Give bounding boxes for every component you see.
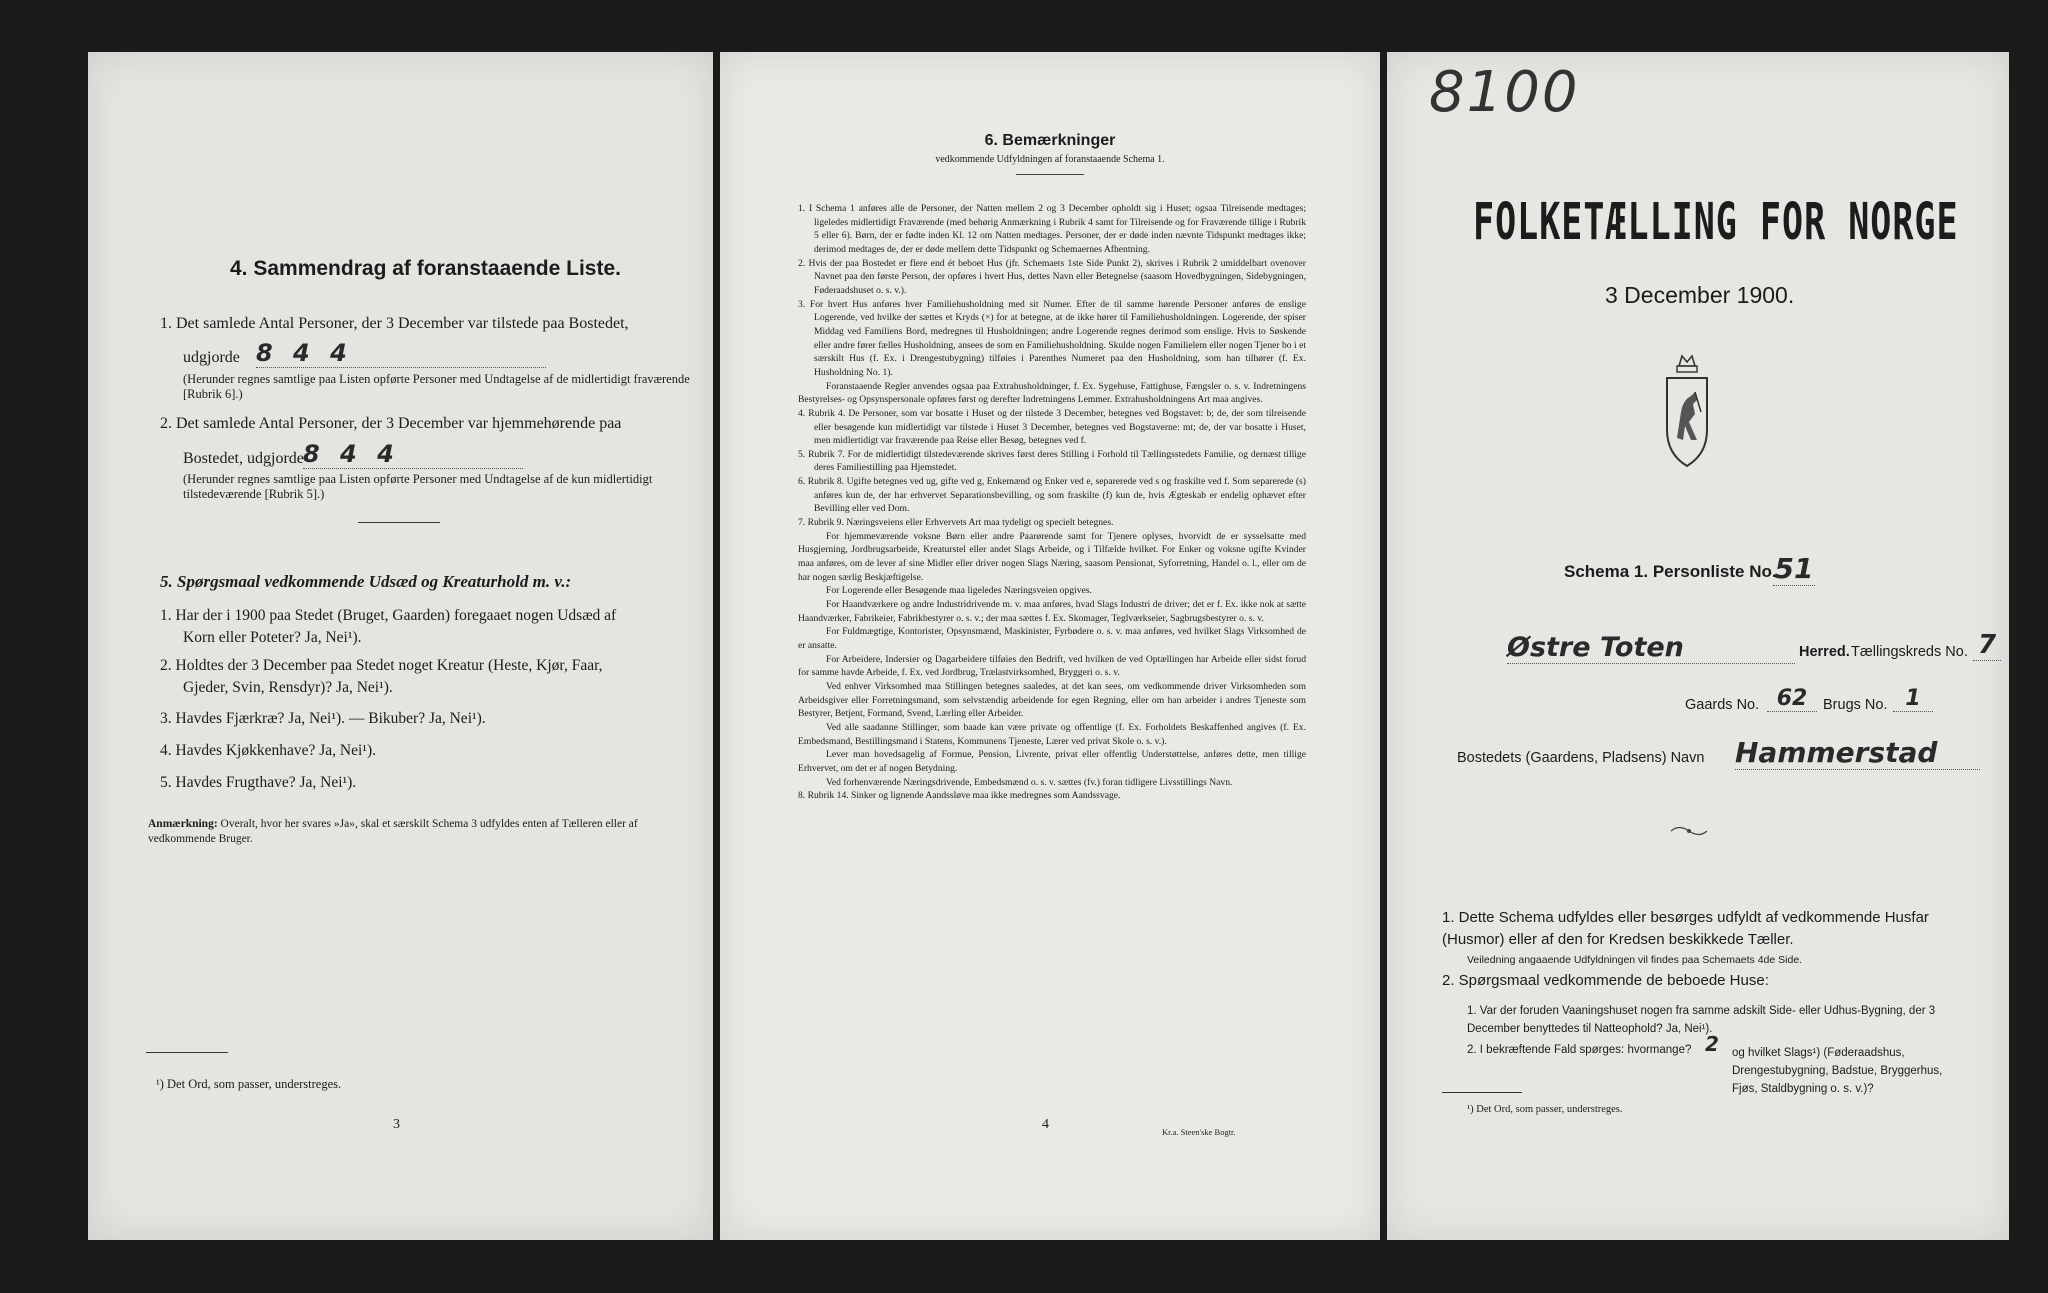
annotation-label: Anmærkning: [148, 818, 218, 830]
remark-7-f: Ved enhver Virksomhed maa Stillingen betegnes saaledes, at det kan sees, om vedkommende driver Virksomheden som Arbeidsgiver eller Forretningsmand, som selvstændig arbeidende for egen Regning, eller om han arbeider i andres Tjeneste som Bestyrer, Betjent, Formand, Svend, Lærling eller Arbeider. [798, 680, 1306, 720]
coat-of-arms-icon [1657, 352, 1717, 477]
section-5-title: 5. Spørgsmaal vedkommende Udsæd og Kreaturhold m. v.: [160, 572, 572, 591]
page-1 [1387, 52, 2009, 1240]
section-4-title: 4. Sammendrag af foranstaaende Liste. [230, 257, 621, 280]
remark-7-e: For Arbeidere, Indersier og Dagarbeidere tilføies den Bedrift, ved hvilken de ved Optællingen har Arbeide eller sidst forud for samme havde Arbeide, f. Ex. ved Jordbrug, Trælastvirksomhed, Bryggeri o. s. v. [798, 653, 1306, 679]
remark-7-c: For Haandværkere og andre Industridrivende m. v. maa anføres, hvad Slags Industri de driver; det er f. Ex. ikke nok at sætte Haandværker, Fabrikeier, Fabrikbestyrer o. s. v.; der maa sættes f. Ex. Skomager, Teglværkseier, Sagbrugsbestyrer o. s. v. [798, 599, 1306, 624]
brugs-no: 1 [1893, 686, 1933, 712]
q2-note: (Herunder regnes samtlige paa Listen opførte Personer med Undtagelse af de kun midlertidigt tilstedeværende [Rubrik 5].) [183, 472, 653, 501]
remark-7-g: Ved alle saadanne Stillinger, som baade kan være private og offentlige (f. Ex. Forholdets Beskaffenhed angives (f. Ex. Embedsmand, Bestillingsmand i Statens, Kommunens Tjeneste, Lærer ved privat Skole o. s. v.). [798, 721, 1306, 747]
herred-label: Herred. [1799, 644, 1850, 660]
instruction-1: 1. Dette Schema udfyldes eller besørges udfyldt af vedkommende Husfar (Husmor) eller af den for Kredsen beskikkede Tæller. [1442, 909, 1929, 948]
remark-6: 6. Rubrik 8. Ugifte betegnes ved ug, gifte ved g, Enkemænd og Enker ved e, separerede ved s og fraskilte ved f. Som separerede (s) anføres kun de, der har erhvervet Separationsbevilling, og som fraskilte (f) kun de, hvis Ægteskab er endelig ophævet efter Bevilling eller ved Dom. [798, 476, 1306, 515]
bleed-through-text [148, 122, 158, 166]
q1-prefix: udgjorde [183, 349, 240, 366]
q2-handwritten-value: 8 4 4 [303, 440, 523, 469]
kreds-no: 7 [1973, 630, 2001, 661]
q5-3: 3. Havdes Fjærkræ? Ja, Nei¹). — Bikuber? Ja, Nei¹). [160, 710, 486, 727]
footnote-rule [146, 1052, 228, 1053]
page-number: 3 [393, 1117, 400, 1132]
gaards-no: 62 [1767, 686, 1817, 712]
remark-2: 2. Hvis der paa Bostedet er flere end ét beboet Hus (jfr. Schemaets 1ste Side Punkt 2), skrives i Rubrik 2 umiddelbart ovenover Navnet paa den første Person, der opføres i hvert Hus, dettes Navn eller Betegnelse (saasom Hovedbygningen, Sidebygningen, Føderaadshuset o. s. v.). [798, 257, 1306, 296]
annotation [148, 817, 693, 847]
remark-7-h: Lever man hovedsagelig af Formue, Pension, Livrente, privat eller offentlig Understøttelse, anføres dette, men tillige Erhvervet, om det er af nogen Betydning. [798, 749, 1306, 774]
q5-2-answer: Gjeder, Svin, Rensdyr)? Ja, Nei¹). [183, 679, 393, 696]
kreds-label: Tællingskreds No. [1851, 644, 1968, 660]
remark-7-a: For hjemmeværende voksne Børn eller andre Paarørende samt for Tjenere oplyses, hvorvidt de er sysselsatte med Husgjerning, Jordbrugsarbeide, Kreaturstel eller andet Slags Arbeide, og i Tilfælde hvilket. For Enker og voksne ugifte Kvinder maa anføres, om de lever af sine Midler eller driver nogen Slags Næring, saasom Pensionat, Syforretning, Handel o. l., eller om de har nogen særlig Beskjæftigelse. [798, 530, 1306, 583]
remarks-subtitle: vedkommende Udfyldningen af foranstaaende Schema 1. [935, 154, 1165, 165]
remark-7-d: For Fuldmægtige, Kontorister, Opsynsmænd, Maskinister, Fyrbødere o. s. v. maa anføres, ved hvilket Slags Virksomhed de er ansatte. [798, 626, 1306, 651]
remarks-list [798, 202, 1306, 803]
divider [358, 522, 440, 523]
remark-5: 5. Rubrik 7. For de midlertidigt tilstedeværende skrives først deres Stilling i Forhold til Tællingsstedets Familie, og dernæst tillige deres Familiestilling paa Hjemstedet. [798, 448, 1306, 474]
instruction-2: 2. Spørgsmaal vedkommende de beboede Huse: [1442, 972, 1769, 989]
page-number: 4 [1042, 1117, 1049, 1132]
form-date: 3 December 1900. [1605, 282, 1795, 308]
sub-question-2: 2. I bekræftende Fald spørges: hvormange? [1467, 1044, 1692, 1056]
ornament-icon [1669, 824, 1709, 843]
footnote: ¹) Det Ord, som passer, understreges. [156, 1077, 342, 1091]
bosted-label: Bostedets (Gaardens, Pladsens) Navn [1457, 750, 1705, 766]
q5-5: 5. Havdes Frugthave? Ja, Nei¹). [160, 774, 357, 791]
q5-2-text: 2. Holdtes der 3 December paa Stedet noget Kreatur (Heste, Kjør, Faar, [160, 657, 603, 674]
q5-4: 4. Havdes Kjøkkenhave? Ja, Nei¹). [160, 742, 376, 759]
sub-question-2-value: 2 [1705, 1032, 1719, 1056]
printer-mark: Kr.a. Steen'ske Bogtr. [1162, 1127, 1236, 1137]
sub-question-1: 1. Var der foruden Vaaningshuset nogen fra samme adskilt Side- eller Udhus-Bygning, der 3 December benyttedes til Natteophold? Ja, Nei¹). [1467, 1005, 1936, 1035]
gaards-label: Gaards No. [1685, 697, 1760, 713]
q2-prefix: Bostedet, udgjorde [183, 450, 304, 467]
remarks-title: 6. Bemærkninger [984, 132, 1116, 149]
form-title: FOLKETÆLLING FOR NORGE [1473, 194, 1959, 252]
handwritten-stamp: 8100 [1429, 60, 1580, 125]
bosted-value: Hammerstad [1735, 736, 1980, 770]
footnote-rule [1442, 1092, 1522, 1093]
footnote: ¹) Det Ord, som passer, understreges. [1467, 1104, 1623, 1115]
page-3 [88, 52, 713, 1240]
remark-3: 3. For hvert Hus anføres hver Familiehusholdning med sit Numer. Efter de til samme hørende Personer anføres de enslige Logerende, ved hvilke der sættes et Kryds (×) for at betegne, at de ikke hører til Familiehusholdningen. Logerende, der spiser Middag ved Familiens Bord, medregnes til Husholdningen; andre Logerende regnes derimod som enslige. Hvis to Søskende eller andre fører fælles Husholdning, ansees de som en Familiehusholdning. Skulde nogen Familielem eller nogen Tjener bo i et særskilt Hus (f. Ex. i Drengestubygning) tilføies i Parenthes Numeret paa den Husholdning, som han tilhører (f. Ex. Husholdning No. 1). [798, 298, 1306, 378]
sub-question-2-rest: og hvilket Slags¹) (Føderaadshus, Drengestubygning, Badstue, Bryggerhus, Fjøs, Staldbygning o. s. v.)? [1732, 1047, 1943, 1095]
remark-1: 1. I Schema 1 anføres alle de Personer, der Natten mellem 2 og 3 December opholdt sig i Huset; ogsaa Tilreisende medtages; ligeledes midlertidigt Fraværende (med behørig Anmærkning i Rubrik 4 samt for Tilreisende og for Fraværende tillige i Rubrik 5 eller 6). Børn, der er fødte inden Kl. 12 om Natten medtages. Personer, der er døde inden nævnte Tidspunkt medtages ikke; derimod medtages de, der er døde mellem dette Tidspunkt og Schemaernes Afhentning. [798, 203, 1306, 255]
herred-value: Østre Toten [1507, 632, 1795, 664]
q1-note: (Herunder regnes samtlige paa Listen opførte Personer med Undtagelse af de midlertidigt fraværende [Rubrik 6].) [183, 372, 690, 401]
q1-handwritten-value: 8 4 4 [256, 339, 546, 368]
brugs-label: Brugs No. [1823, 697, 1888, 713]
remark-7: 7. Rubrik 9. Næringsveiens eller Erhvervets Art maa tydeligt og specielt betegnes. [798, 517, 1114, 529]
personliste-no: 51 [1774, 552, 1814, 585]
q1-text: 1. Det samlede Antal Personer, der 3 December var tilstede paa Bostedet, [160, 315, 629, 332]
page-4 [720, 52, 1380, 1240]
divider [1016, 174, 1084, 175]
annotation-text: Overalt, hvor her svares »Ja», skal et særskilt Schema 3 udfyldes enten af Tælleren eller af vedkommende Bruger. [148, 818, 638, 845]
q2-text: 2. Det samlede Antal Personer, der 3 December var hjemmehørende paa [160, 415, 622, 432]
q5-1-text: 1. Har der i 1900 paa Stedet (Bruget, Gaarden) foregaaet nogen Udsæd af [160, 607, 617, 624]
q5-1-answer: Korn eller Poteter? Ja, Nei¹). [183, 629, 362, 646]
remark-4: 4. Rubrik 4. De Personer, som var bosatte i Huset og der tilstede 3 December, betegnes ved Bogstavet: b; de, der som tilreisende eller besøgende kun midlertidigt var tilstede i Huset 3 December, betegnes ved Bogstaverne: mt; de, der var bosatte i Huset, men midlertidigt var fraværende paa Reise eller Besøg, betegnes ved f. [798, 407, 1306, 447]
remark-8: 8. Rubrik 14. Sinker og lignende Aandssløve maa ikke medregnes som Aandssvage. [798, 790, 1121, 802]
remark-7-b: For Logerende eller Besøgende maa ligeledes Næringsveien opgives. [826, 585, 1092, 597]
remark-7-i: Ved forhenværende Næringsdrivende, Embedsmænd o. s. v. sættes (fv.) foran tidligere Livsstillings Navn. [826, 776, 1233, 788]
instruction-1-note: Veiledning angaaende Udfyldningen vil findes paa Schemaets 4de Side. [1467, 954, 1803, 966]
schema-label: Schema 1. Personliste No. [1564, 562, 1777, 581]
remark-3-cont: Foranstaaende Regler anvendes ogsaa paa Extrahusholdninger, f. Ex. Sygehuse, Fattighuse, Fængsler o. s. v. Indretningens Bestyrelses- og Opsynspersonale opføres først og derefter Indretningens Lemmer. Extrahusholdningens Art maa angives. [798, 380, 1306, 406]
